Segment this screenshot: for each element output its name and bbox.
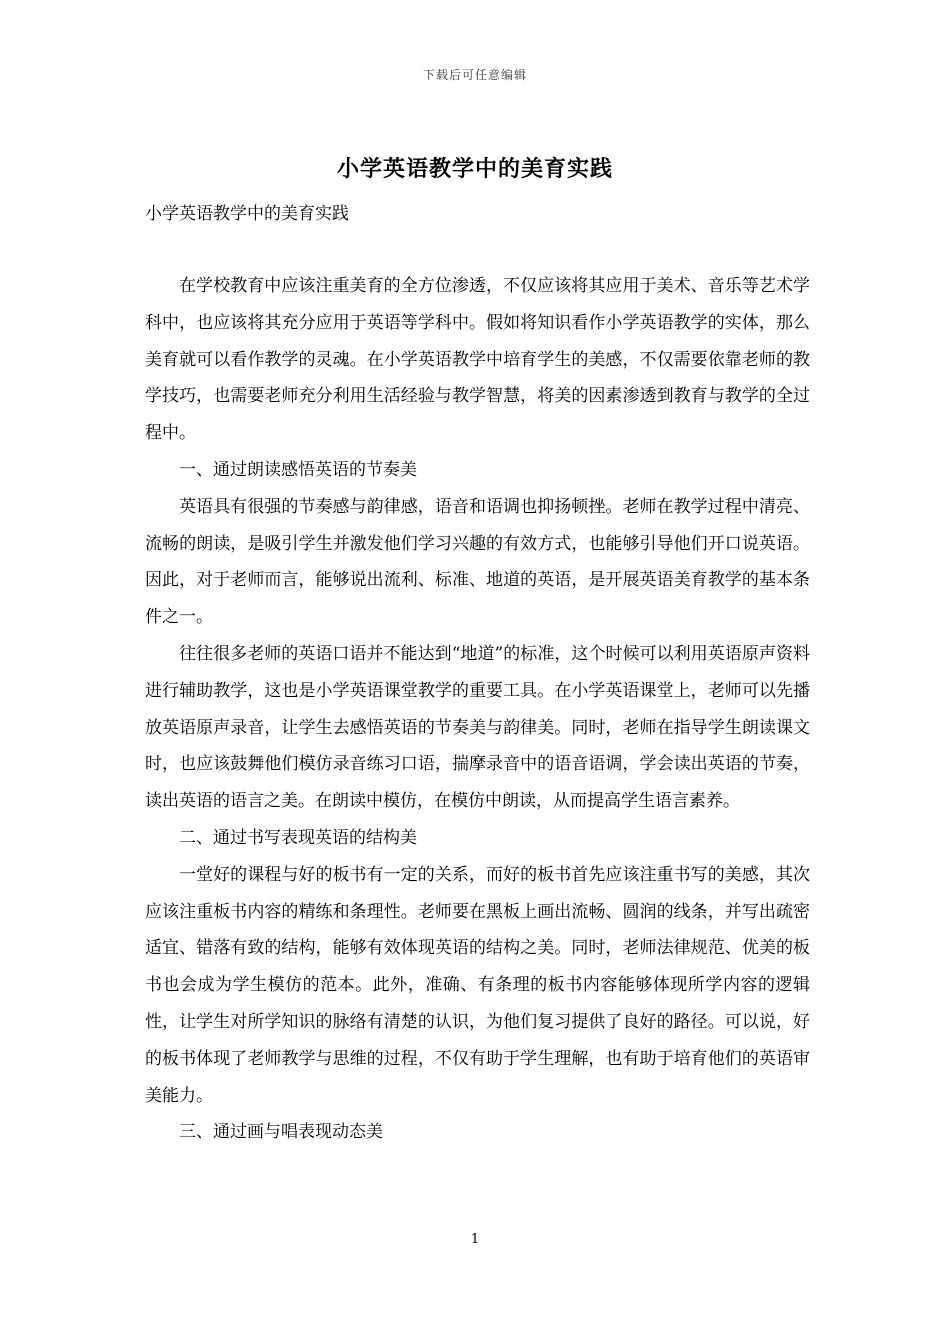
paragraph-section-1a: 英语具有很强的节奏感与韵律感，语音和语调也抑扬顿挫。老师在教学过程中清亮、流畅的朗读，是吸引学生并激发他们学习兴趣的有效方式，也能够引导他们开口说英语。因此，对于老师而言，能够说出流利、标准、地道的英语，是开展英语美育教学的基本条件之一。 bbox=[145, 496, 810, 628]
paragraph-intro: 在学校教育中应该注重美育的全方位渗透，不仅应该将其应用于美术、音乐等艺术学科中，也应该将其充分应用于英语等学科中。假如将知识看作小学英语教学的实体，那么美育就可以看作教学的灵魂。在小学英语教学中培育学生的美感，不仅需要依靠老师的教学技巧，也需要老师充分利用生活经验与教学智慧，将美的因素渗透到教育与教学的全过程中。 bbox=[145, 276, 810, 444]
document-body bbox=[145, 268, 810, 1151]
paragraph-section-1b: 往往很多老师的英语口语并不能达到“地道”的标准，这个时候可以利用英语原声资料进行辅助教学，这也是小学英语课堂教学的重要工具。在小学英语课堂上，老师可以先播放英语原声录音，让学生去感悟英语的节奏美与韵律美。同时，老师在指导学生朗读课文时，也应该鼓舞他们模仿录音练习口语，揣摩录音中的语音语调，学会读出英语的节奏，读出英语的语言之美。在朗读中模仿，在模仿中朗读，从而提高学生语言素养。 bbox=[145, 643, 810, 812]
section-heading-2: 二、通过书写表现英语的结构美 bbox=[179, 827, 417, 848]
section-heading-1: 一、通过朗读感悟英语的节奏美 bbox=[179, 459, 417, 480]
paragraph-section-2: 一堂好的课程与好的板书有一定的关系，而好的板书首先应该注重书写的美感，其次应该注重板书内容的精练和条理性。老师要在黑板上画出流畅、圆润的线条，并写出疏密适宜、错落有致的结构，能够有效体现英语的结构之美。同时，老师法律规范、优美的板书也会成为学生模仿的范本。此外，准确、有条理的板书内容能够体现所学内容的逻辑性，让学生对所学知识的脉络有清楚的认识，为他们复习提供了良好的路径。可以说，好的板书体现了老师教学与思维的过程，不仅有助于学生理解，也有助于培育他们的英语审美能力。 bbox=[145, 864, 810, 1106]
document-title: 小学英语教学中的美育实践 bbox=[336, 156, 613, 182]
document-subtitle: 小学英语教学中的美育实践 bbox=[145, 204, 349, 224]
header-note: 下载后可任意编辑 bbox=[422, 68, 527, 82]
page-number: 1 bbox=[470, 1232, 480, 1247]
section-heading-3: 三、通过画与唱表现动态美 bbox=[179, 1122, 383, 1143]
